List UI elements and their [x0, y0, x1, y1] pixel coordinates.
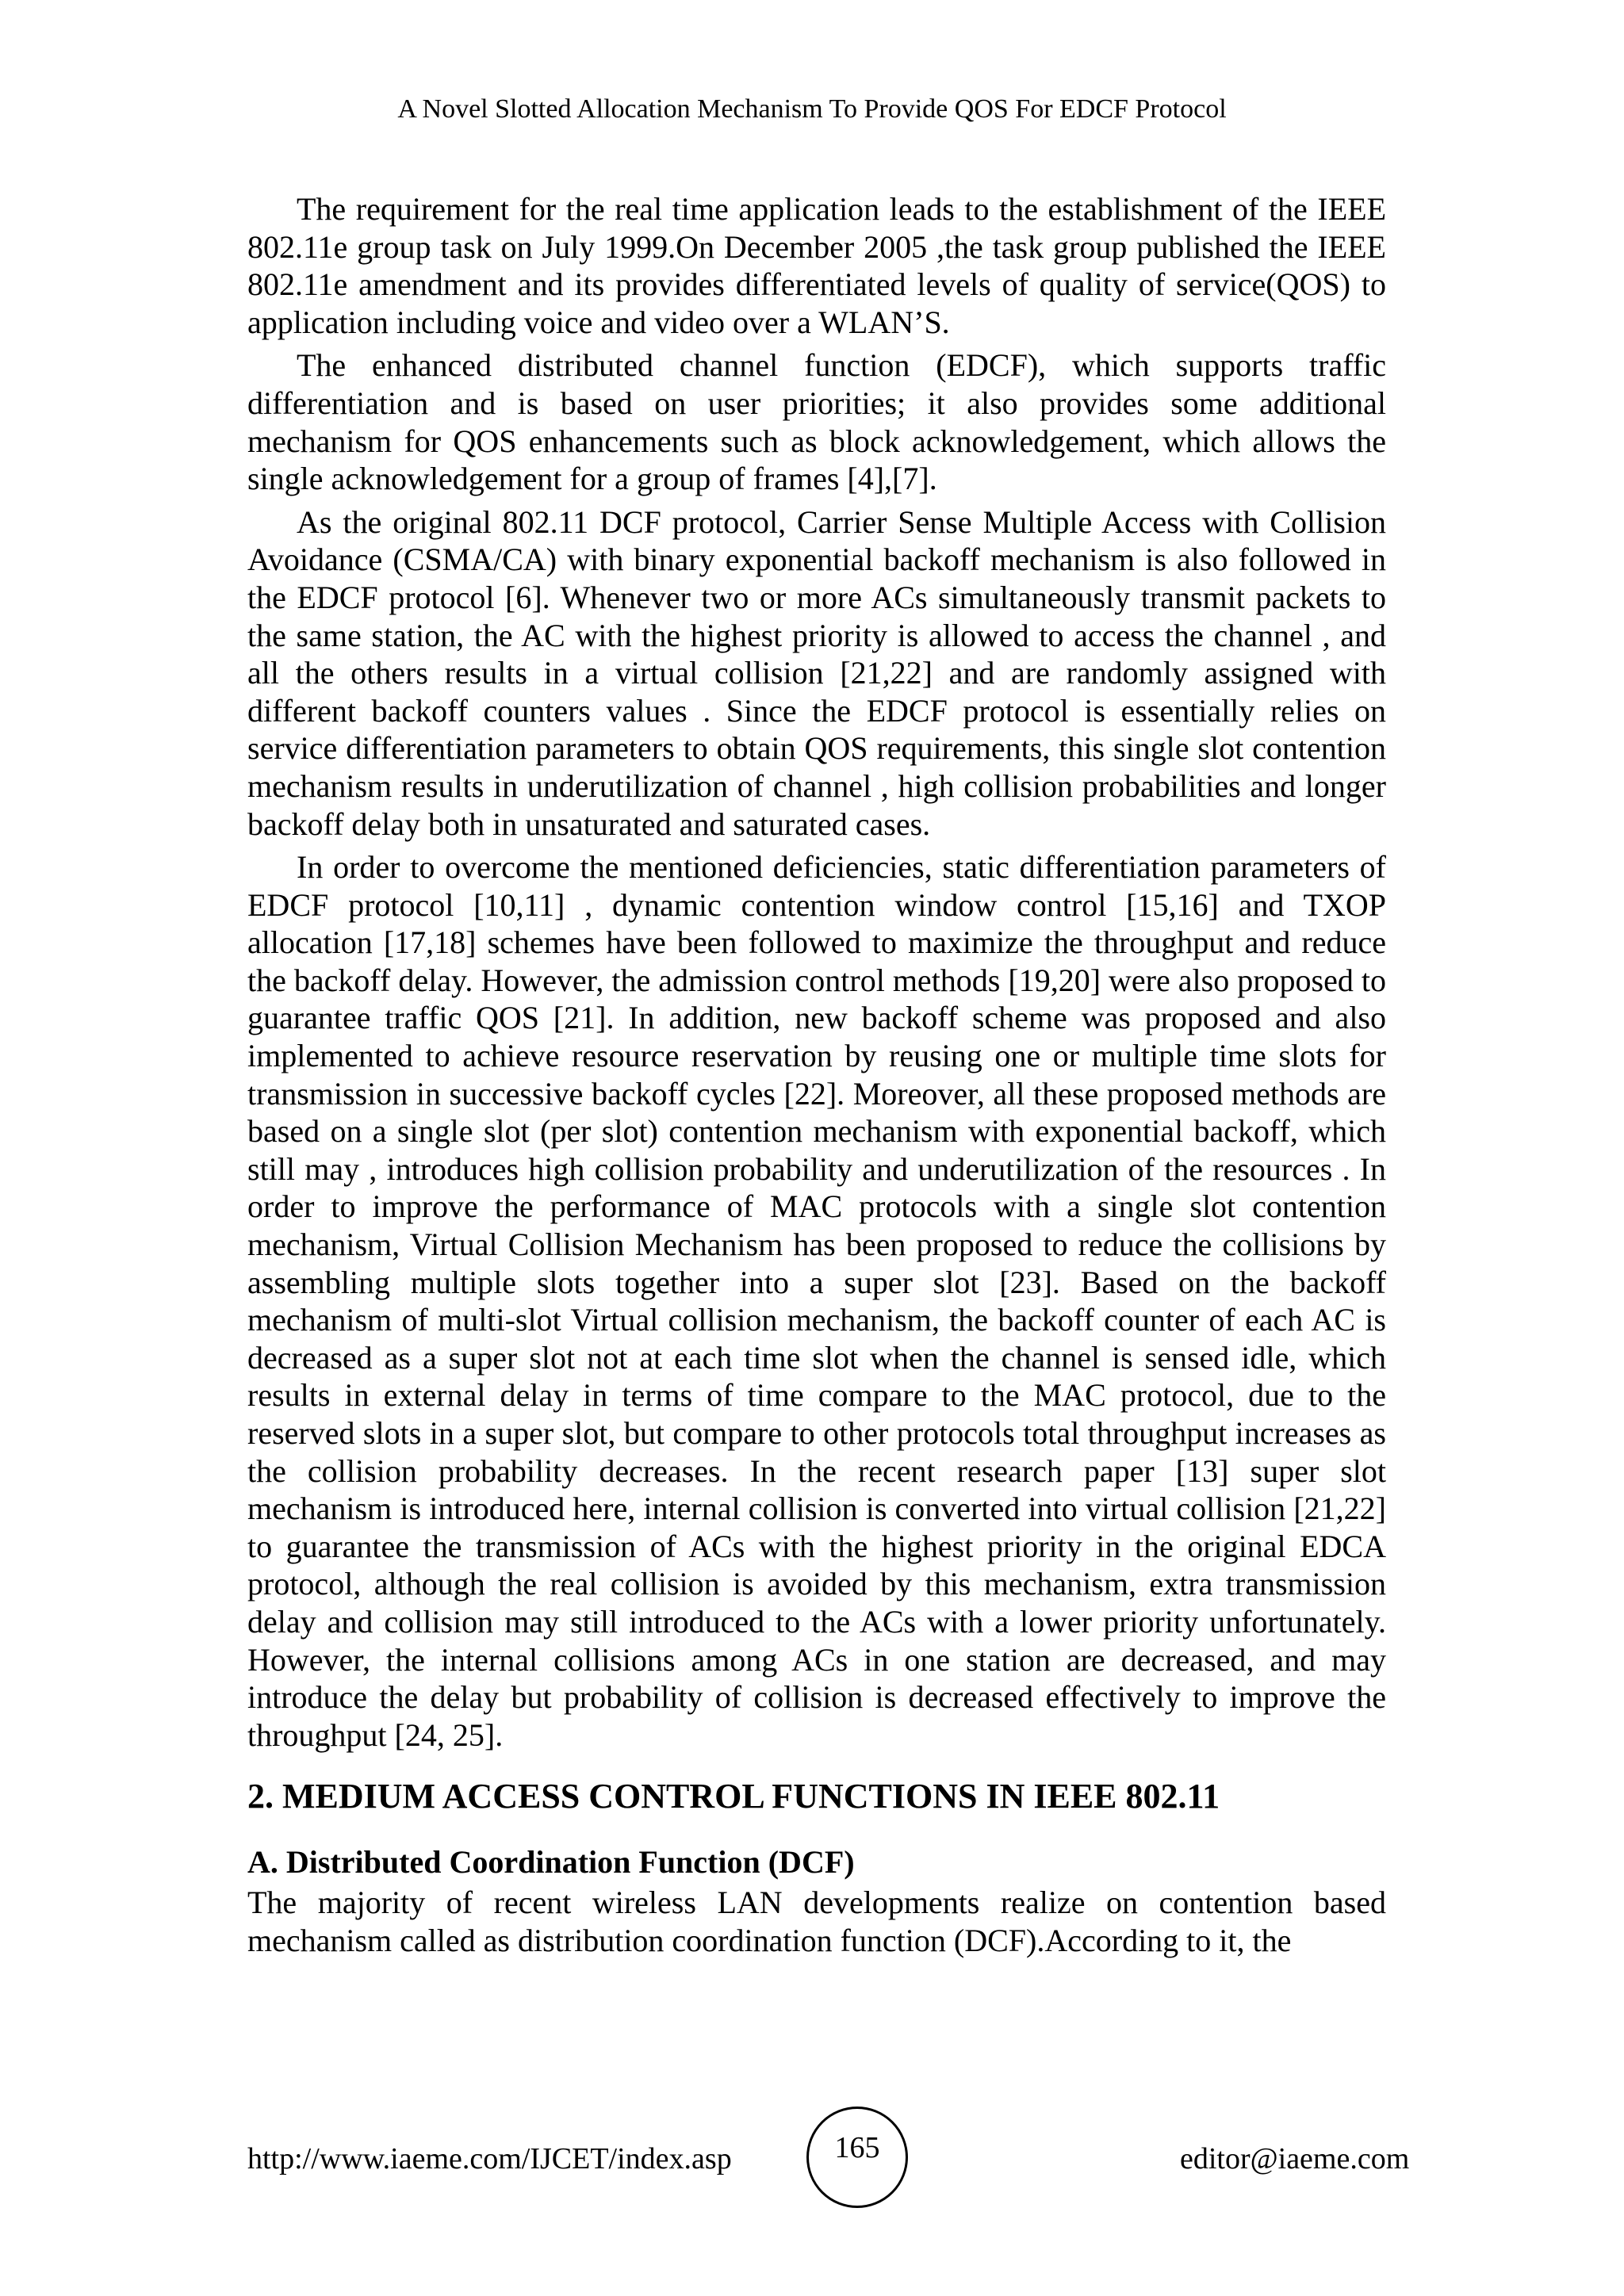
- body-paragraph-4: In order to overcome the mentioned deficiencies, static differentiation parameters of EDCF protocol [10,11] , dynamic contention window control [15,16] and TXOP allocation [17,18] schemes have been followed to maximize the throughput and reduce the backoff delay. However, the admission control methods [19,20] were also proposed to guarantee traffic QOS [21]. In addition, new backoff scheme was proposed and also implemented to achieve resource reservation by reusing one or multiple time slots for transmission in successive backoff cycles [22]. Moreover, all these proposed methods are based on a single slot (per slot) contention mechanism with exponential backoff, which still may , introduces high collision probability and underutilization of the resources . In order to improve the performance of MAC protocols with a single slot contention mechanism, Virtual Collision Mechanism has been proposed to reduce the collisions by assembling multiple slots together into a super slot [23]. Based on the backoff mechanism of multi-slot Virtual collision mechanism, the backoff counter of each AC is decreased as a super slot not at each time slot when the channel is sensed idle, which results in external delay in terms of time compare to the MAC protocol, due to the reserved slots in a super slot, but compare to other protocols total throughput increases as the collision probability decreases. In the recent research paper [13] super slot mechanism is introduced here, internal collision is converted into virtual collision [21,22] to guarantee the transmission of ACs with the highest priority in the original EDCA protocol, although the real collision is avoided by this mechanism, extra transmission delay and collision may still introduced to the ACs with a lower priority unfortunately. However, the internal collisions among ACs in one station are decreased, and may introduce the delay but probability of collision is decreased effectively to improve the throughput [24, 25].: [247, 849, 1386, 1753]
- body-paragraph-2: The enhanced distributed channel function (EDCF), which supports traffic differentiation and is based on user priorities; it also provides some additional mechanism for QOS enhancements such as block acknowledgement, which allows the single acknowledgement for a group of frames [4],[7].: [247, 347, 1386, 497]
- body-paragraph-3: As the original 802.11 DCF protocol, Carrier Sense Multiple Access with Collision Avoidance (CSMA/CA) with binary exponential backoff mechanism is also followed in the EDCF protocol [6]. Whenever two or more ACs simultaneously transmit packets to the same station, the AC with the highest priority is allowed to access the channel , and all the others results in a virtual collision [21,22] and are randomly assigned with different backoff counters values . Since the EDCF protocol is essentially relies on service differentiation parameters to obtain QOS requirements, this single slot contention mechanism results in underutilization of channel , high collision probabilities and longer backoff delay both in unsaturated and saturated cases.: [247, 503, 1386, 842]
- running-header: A Novel Slotted Allocation Mechanism To Provide QOS For EDCF Protocol: [397, 94, 1227, 124]
- page-number-badge: [806, 2107, 908, 2208]
- main-content: [247, 190, 1386, 1965]
- subsection-heading: A. Distributed Coordination Function (DCF): [247, 1844, 855, 1881]
- footer-email[interactable]: editor@iaeme.com: [1180, 2142, 1410, 2175]
- section-heading: 2. MEDIUM ACCESS CONTROL FUNCTIONS IN IEEE 802.11: [247, 1777, 1220, 1816]
- subsection-paragraph: The majority of recent wireless LAN developments realize on contention based mechanism called as distribution coordination function (DCF).According to it, the: [247, 1885, 1386, 1958]
- page-number: 165: [834, 2131, 880, 2164]
- footer-url[interactable]: http://www.iaeme.com/IJCET/index.asp: [247, 2142, 732, 2175]
- body-paragraph-1: The requirement for the real time application leads to the establishment of the IEEE 802.11e group task on July 1999.On December 2005 ,the task group published the IEEE 802.11e amendment and its provides differentiated levels of quality of service(QOS) to application including voice and video over a WLAN’S.: [247, 191, 1386, 340]
